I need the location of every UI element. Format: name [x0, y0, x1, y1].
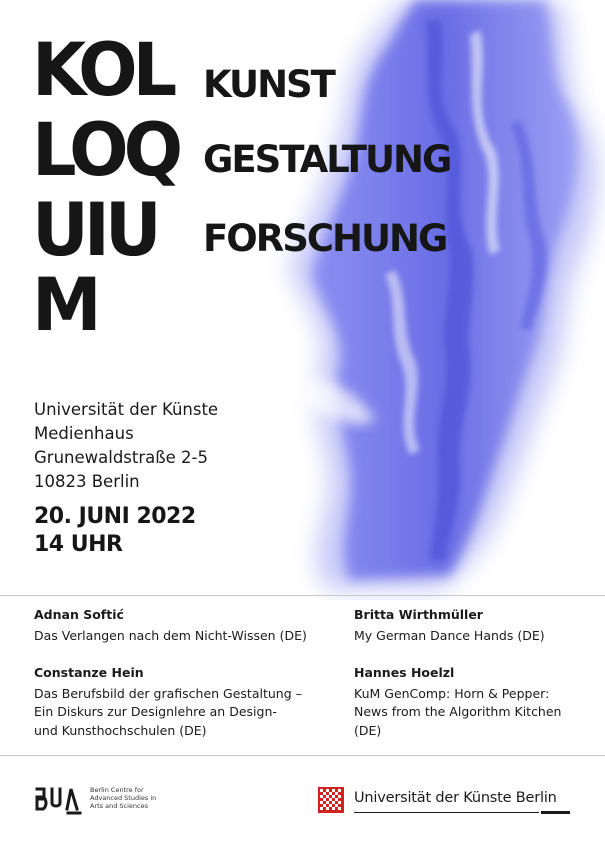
bua-text-line: Advanced Studies in [90, 794, 157, 802]
title-line-4: M [32, 261, 97, 348]
bua-text-line: Arts and Sciences [90, 802, 148, 810]
talk-title-line: News from the Algorithm Kitchen [354, 704, 562, 719]
udk-logo [318, 787, 344, 813]
talk-title-line: (DE) [354, 722, 382, 738]
udk-bar [541, 811, 570, 814]
talk-speaker: Constanze Hein [34, 665, 144, 680]
title-line-2: LOQ [32, 106, 179, 193]
bua-text [90, 786, 156, 810]
subject-forschung: FORSCHUNG [203, 217, 447, 260]
title-line-3: UIU [32, 186, 157, 273]
divider-top [0, 595, 605, 596]
talk-speaker: Adnan Softić [34, 607, 124, 622]
venue-address [34, 398, 218, 494]
talk-wirthmueller [354, 606, 545, 645]
udk-name: Universität der Künste Berlin [354, 790, 557, 806]
talk-title: Das Verlangen nach dem Nicht-Wissen (DE) [34, 627, 307, 643]
talk-title-line: und Kunsthochschulen (DE) [34, 722, 207, 738]
talk-speaker: Hannes Hoelzl [354, 665, 455, 680]
bua-logo [34, 785, 84, 817]
subject-kunst: KUNST [203, 63, 334, 106]
talk-speaker: Britta Wirthmüller [354, 607, 483, 622]
talk-hein [34, 664, 302, 740]
bua-text-line: Berlin Centre for [90, 786, 144, 794]
talk-hoelzl [354, 664, 561, 740]
title-line-1: KOL [32, 26, 173, 113]
talk-title-line: KuM GenComp: Horn & Pepper: [354, 685, 550, 701]
divider-bottom [0, 755, 605, 756]
talk-title: My German Dance Hands (DE) [354, 627, 545, 643]
event-date: 20. JUNI 2022 [34, 504, 196, 529]
address-line-2: Medienhaus [34, 424, 134, 443]
address-line-3: Grunewaldstraße 2-5 [34, 448, 208, 467]
event-time: 14 UHR [34, 532, 123, 557]
talk-title-line: Ein Diskurs zur Designlehre an Design- [34, 704, 277, 719]
udk-underline [354, 812, 539, 813]
talk-softic [34, 606, 307, 645]
subject-gestaltung: GESTALTUNG [203, 138, 451, 181]
address-line-1: Universität der Künste [34, 400, 219, 419]
talk-title-line: Das Berufsbild der grafischen Gestaltung – [34, 685, 302, 701]
address-line-4: 10823 Berlin [34, 472, 140, 491]
